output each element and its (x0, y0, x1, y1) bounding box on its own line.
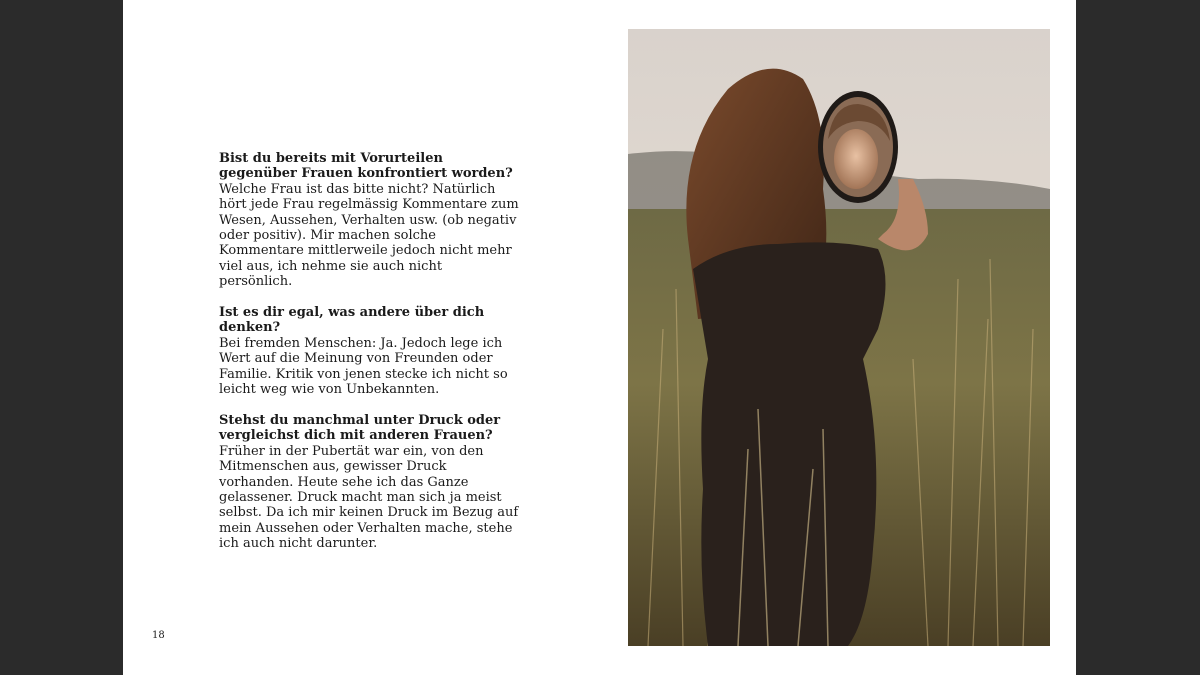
magazine-page (123, 0, 1076, 675)
interview-answer: Welche Frau ist das bitte nicht? Natürlich hört jede Frau regelmässig Kommentare zum Wesen, Aussehen, Verhalten usw. (ob negativ oder positiv). Mir machen solche Kommentare mittlerweile jedoch nicht mehr viel aus, ich nehme sie auch nicht persönlich. (219, 181, 519, 290)
interview-block (219, 305, 519, 397)
interview-answer: Bei fremden Menschen: Ja. Jedoch lege ich Wert auf die Meinung von Freunden oder Familie. Kritik von jenen stecke ich nicht so leicht weg wie von Unbekannten. (219, 335, 508, 398)
photo-woman-with-mirror (628, 29, 1050, 646)
interview-text (219, 151, 519, 567)
interview-question: Ist es dir egal, was andere über dich denken? (219, 305, 485, 336)
interview-question: Stehst du manchmal unter Druck oder vergleichst dich mit anderen Frauen? (219, 412, 501, 444)
page-number: 18 (152, 630, 165, 641)
interview-block (219, 413, 519, 552)
interview-block (219, 151, 519, 290)
interview-answer: Früher in der Pubertät war ein, von den Mitmenschen aus, gewisser Druck vorhanden. Heute sehe ich das Ganze gelassener. Druck macht man sich ja meist selbst. Da ich mir keinen Druck im Bezug auf mein Aussehen oder Verhalten mache, stehe ich auch nicht darunter. (219, 443, 519, 552)
interview-question: Bist du bereits mit Vorurteilen gegenüber Frauen konfrontiert worden? (219, 151, 513, 182)
